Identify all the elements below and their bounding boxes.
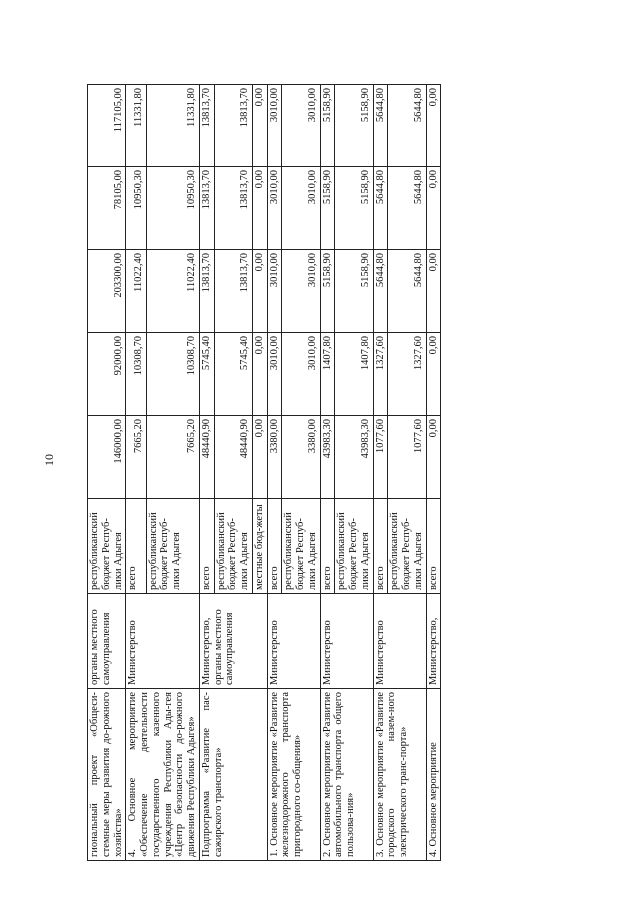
value-col-2-cell: 3010,00	[267, 333, 282, 416]
value-col-5-cell: 0,00	[426, 85, 441, 167]
funding-source-cell: всего	[320, 499, 335, 594]
funding-source-cell: республиканский бюджет Респуб-лики Адыгея	[214, 499, 252, 594]
value-col-4-cell: 78105,00	[88, 167, 126, 250]
funding-source-cell: всего	[126, 499, 146, 594]
executor-cell: Министерство	[267, 594, 320, 689]
executor-cell: Министерство, органы местного самоуправления	[199, 594, 267, 689]
table-body	[88, 85, 441, 861]
value-col-2-cell: 0,00	[252, 333, 267, 416]
value-col-1-cell: 43983,30	[320, 416, 335, 499]
value-col-5-cell: 13813,70	[214, 85, 252, 167]
value-col-3-cell: 3010,00	[282, 250, 320, 333]
value-col-5-cell: 0,00	[252, 85, 267, 167]
value-col-5-cell: 117105,00	[88, 85, 126, 167]
value-col-4-cell: 13813,70	[199, 167, 214, 250]
value-col-5-cell: 5644,80	[373, 85, 388, 167]
funding-source-cell: республиканский бюджет Респуб-лики Адыгея	[388, 499, 426, 594]
value-col-1-cell: 1077,60	[373, 416, 388, 499]
value-col-2-cell: 5745,40	[199, 333, 214, 416]
program-name-cell: 4. Основное мероприятие	[426, 689, 441, 861]
value-col-4-cell: 10950,30	[126, 167, 146, 250]
program-name-cell: 4. Основное мероприятие «Обеспечение деятельности государственного казенного учреждения Республики Ады-гея «Центр безопасности до-рожного движения Республики Адыгея»	[126, 689, 200, 861]
value-col-1-cell: 0,00	[252, 416, 267, 499]
funding-source-cell: всего	[267, 499, 282, 594]
funding-source-cell: республиканский бюджет Респуб-лики Адыгея	[88, 499, 126, 594]
value-col-4-cell: 0,00	[252, 167, 267, 250]
value-col-5-cell: 3010,00	[282, 85, 320, 167]
table-row	[320, 85, 335, 861]
value-col-2-cell: 5745,40	[214, 333, 252, 416]
value-col-4-cell: 13813,70	[214, 167, 252, 250]
executor-cell: Министерство	[126, 594, 200, 689]
funding-source-cell: республиканский бюджет Респуб-лики Адыгея	[146, 499, 199, 594]
funding-source-cell: республиканский бюджет Респуб-лики Адыгея	[335, 499, 373, 594]
executor-cell: органы местного самоуправления	[88, 594, 126, 689]
funding-source-cell: республиканский бюджет Респуб-лики Адыгея	[282, 499, 320, 594]
value-col-2-cell: 3010,00	[282, 333, 320, 416]
value-col-4-cell: 5644,80	[388, 167, 426, 250]
value-col-3-cell: 203300,00	[88, 250, 126, 333]
value-col-4-cell: 5158,90	[320, 167, 335, 250]
table-row	[199, 85, 214, 861]
value-col-3-cell: 13813,70	[214, 250, 252, 333]
program-name-cell: гиональный проект «Общеси-стемные меры развития до-рожного хозяйства»	[88, 689, 126, 861]
value-col-1-cell: 7665,20	[146, 416, 199, 499]
value-col-3-cell: 0,00	[426, 250, 441, 333]
value-col-5-cell: 3010,00	[267, 85, 282, 167]
page-number: 10	[42, 454, 56, 466]
value-col-5-cell: 5158,90	[320, 85, 335, 167]
value-col-2-cell: 1407,80	[335, 333, 373, 416]
funding-source-cell: местные бюд-жеты	[252, 499, 267, 594]
program-name-cell: 2. Основное мероприятие «Развитие автомобильного транспорта общего пользова-ния»	[320, 689, 373, 861]
table-row	[88, 85, 126, 861]
value-col-2-cell: 0,00	[426, 333, 441, 416]
value-col-3-cell: 5644,80	[388, 250, 426, 333]
program-name-cell: 3. Основное мероприятие «Развитие городского назем-ного электрического транс-порта»	[373, 689, 426, 861]
value-col-2-cell: 1327,60	[388, 333, 426, 416]
value-col-5-cell: 5158,90	[335, 85, 373, 167]
table-row	[267, 85, 282, 861]
value-col-4-cell: 3010,00	[267, 167, 282, 250]
value-col-3-cell: 5644,80	[373, 250, 388, 333]
executor-cell: Министерство,	[426, 594, 441, 689]
value-col-2-cell: 1327,60	[373, 333, 388, 416]
funding-source-cell: всего	[373, 499, 388, 594]
program-name-cell: 1. Основное мероприятие «Развитие железнодорожного транспорта пригородного со-общения»	[267, 689, 320, 861]
value-col-3-cell: 3010,00	[267, 250, 282, 333]
value-col-4-cell: 5644,80	[373, 167, 388, 250]
value-col-3-cell: 11022,40	[146, 250, 199, 333]
value-col-4-cell: 10950,30	[146, 167, 199, 250]
value-col-3-cell: 5158,90	[335, 250, 373, 333]
value-col-1-cell: 43983,30	[335, 416, 373, 499]
value-col-3-cell: 5158,90	[320, 250, 335, 333]
value-col-4-cell: 0,00	[426, 167, 441, 250]
value-col-4-cell: 3010,00	[282, 167, 320, 250]
value-col-3-cell: 13813,70	[199, 250, 214, 333]
value-col-4-cell: 5158,90	[335, 167, 373, 250]
funding-source-cell: всего	[426, 499, 441, 594]
table-row	[126, 85, 146, 861]
value-col-5-cell: 13813,70	[199, 85, 214, 167]
value-col-2-cell: 1407,80	[320, 333, 335, 416]
value-col-3-cell: 11022,40	[126, 250, 146, 333]
executor-cell: Министерство	[320, 594, 373, 689]
value-col-5-cell: 11331,80	[126, 85, 146, 167]
value-col-1-cell: 146000,00	[88, 416, 126, 499]
value-col-1-cell: 0,00	[426, 416, 441, 499]
value-col-1-cell: 7665,20	[126, 416, 146, 499]
value-col-2-cell: 10308,70	[146, 333, 199, 416]
table-row	[426, 85, 441, 861]
budget-table	[87, 84, 441, 861]
table-row	[373, 85, 388, 861]
value-col-3-cell: 0,00	[252, 250, 267, 333]
funding-source-cell: всего	[199, 499, 214, 594]
value-col-1-cell: 48440,90	[214, 416, 252, 499]
executor-cell: Министерство	[373, 594, 426, 689]
value-col-1-cell: 3380,00	[267, 416, 282, 499]
value-col-1-cell: 1077,60	[388, 416, 426, 499]
value-col-2-cell: 10308,70	[126, 333, 146, 416]
value-col-1-cell: 48440,90	[199, 416, 214, 499]
value-col-2-cell: 92000,00	[88, 333, 126, 416]
value-col-5-cell: 11331,80	[146, 85, 199, 167]
value-col-5-cell: 5644,80	[388, 85, 426, 167]
rotated-page	[87, 85, 575, 861]
program-name-cell: Подпрограмма «Развитие пас-сажирского транспорта»	[199, 689, 267, 861]
value-col-1-cell: 3380,00	[282, 416, 320, 499]
